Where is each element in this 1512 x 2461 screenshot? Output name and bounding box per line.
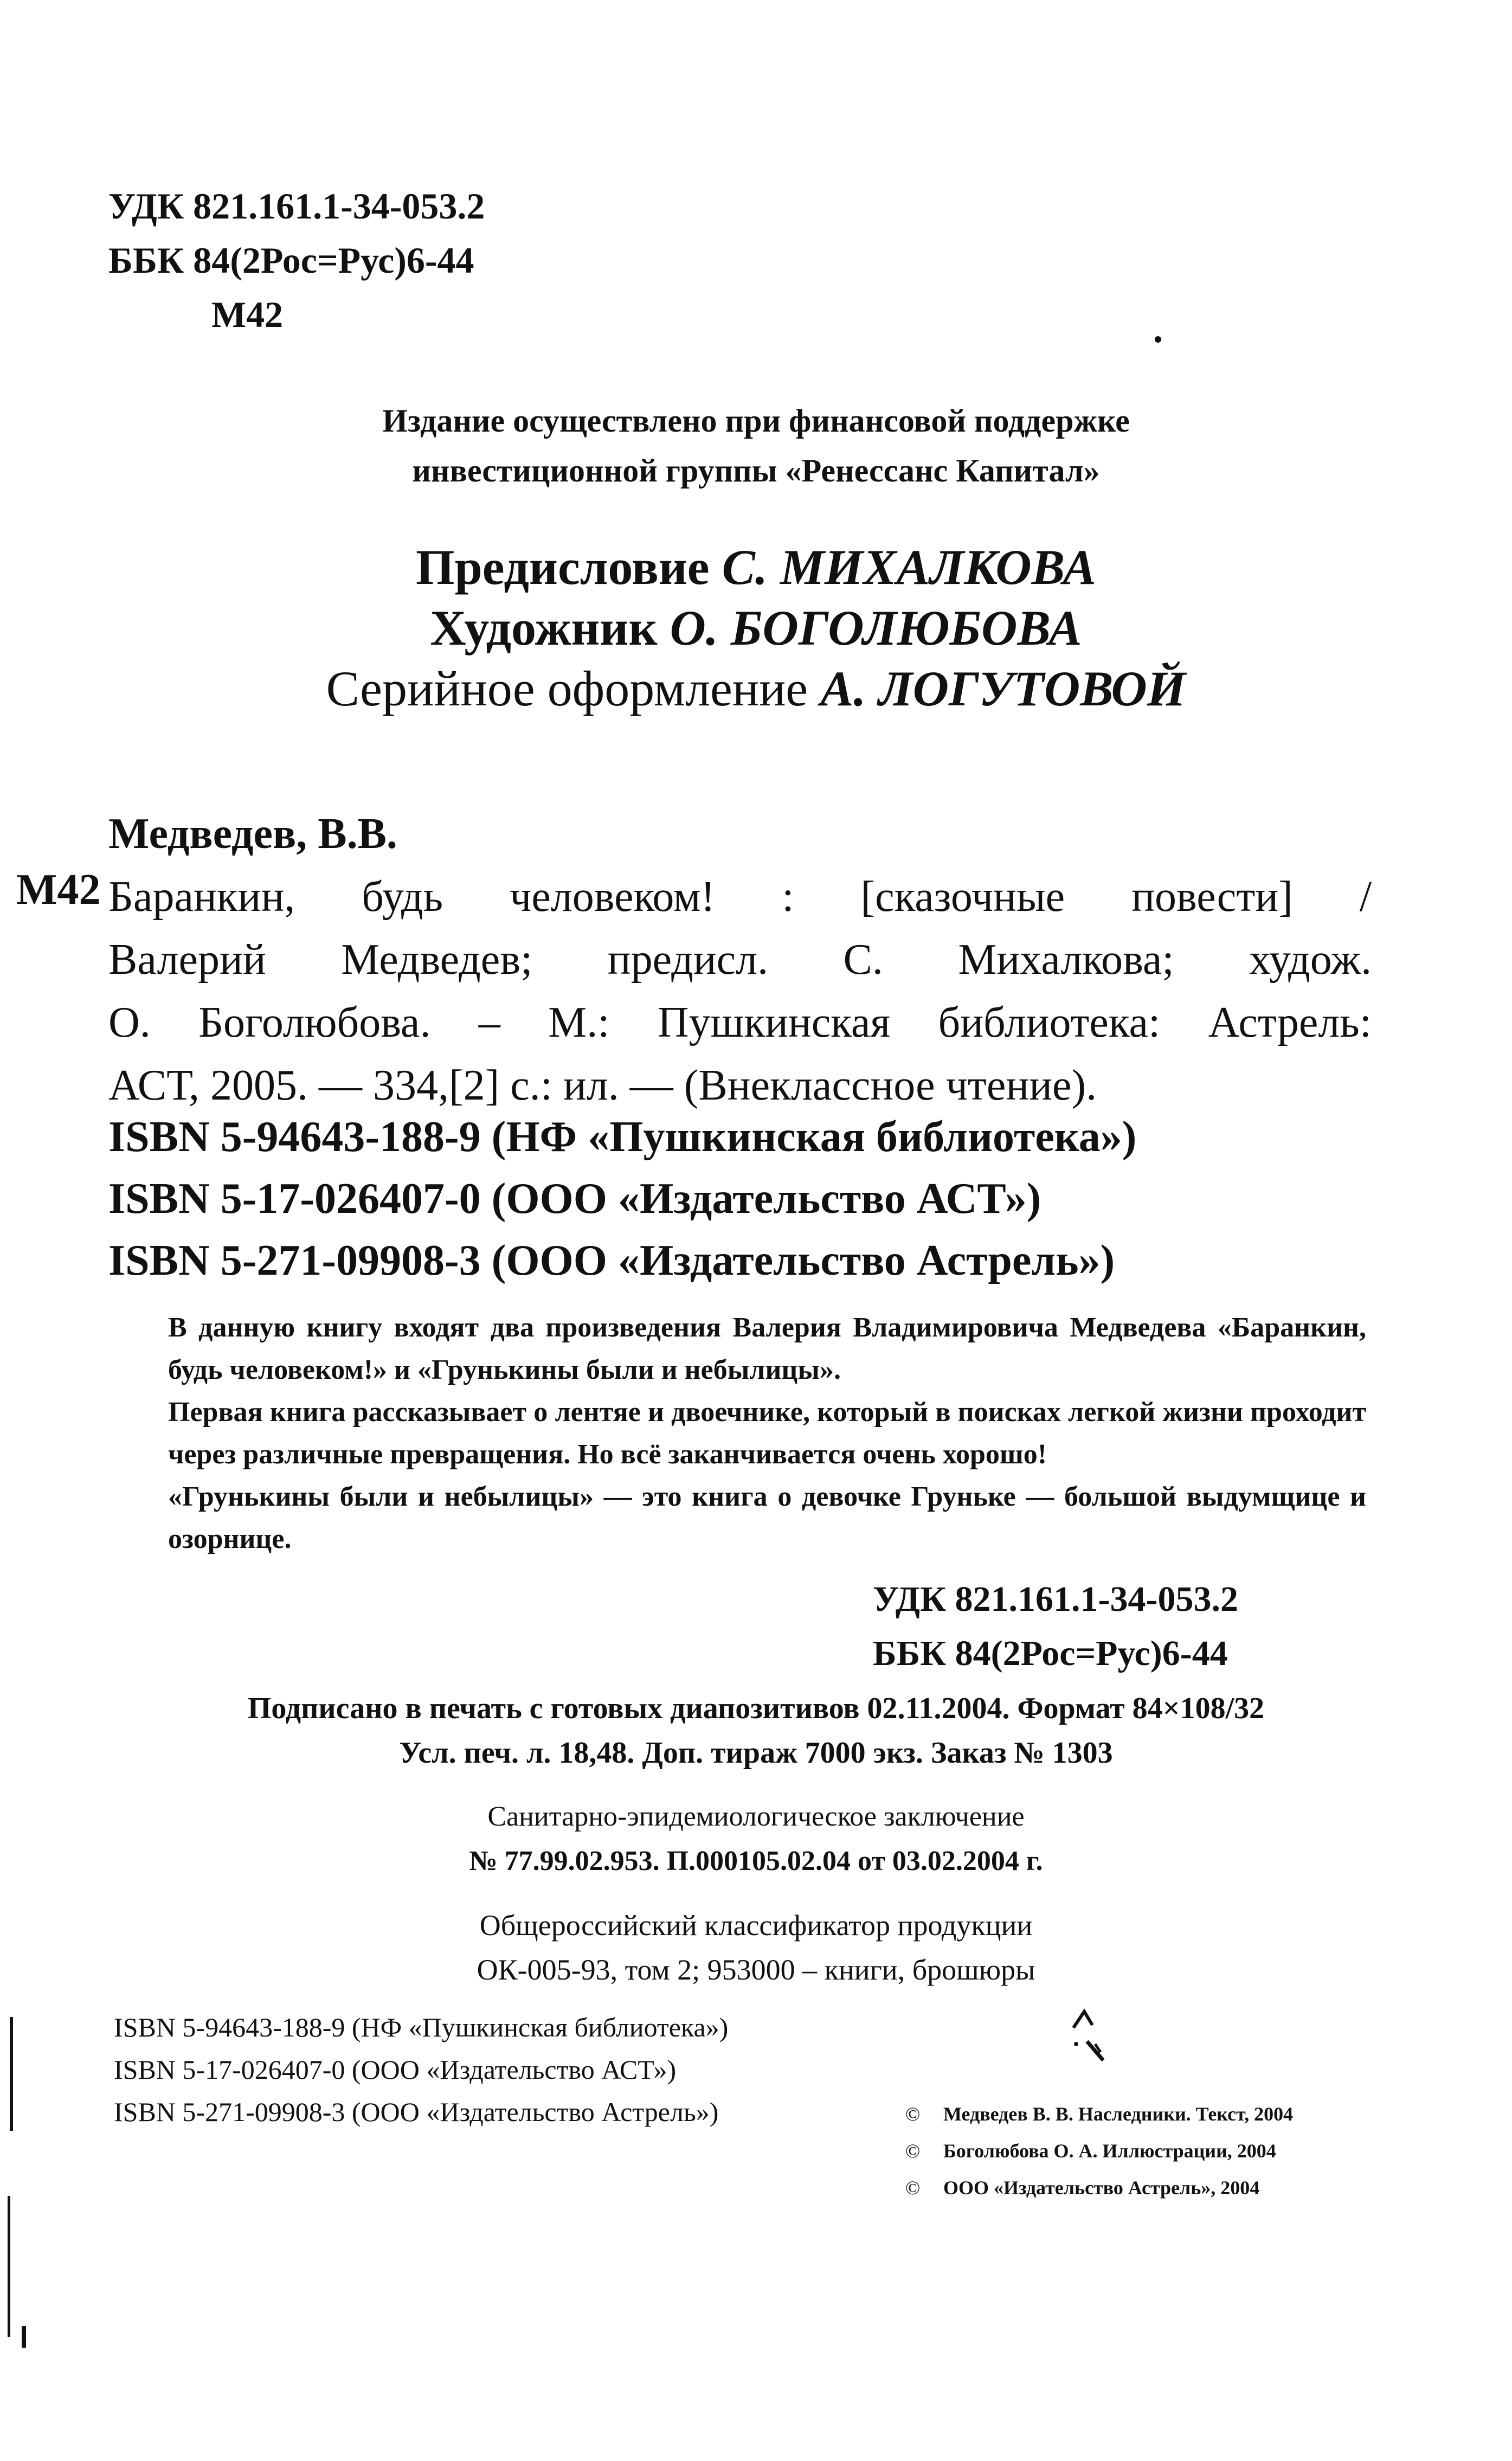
credit-role: Художник: [430, 600, 658, 656]
biblio-line-2: Валерий Медведев; предисл. С. Михалкова; худож.: [108, 936, 1372, 984]
copyright-symbol: ©: [905, 2103, 921, 2125]
biblio-author: Медведев, В.В.: [108, 810, 397, 858]
scan-artifact: [1155, 336, 1161, 343]
biblio-line-4: АСТ, 2005. — 334,[2] с.: ил. — (Внеклассное чтение).: [108, 1062, 1097, 1109]
annotation-paragraph-1: В данную книгу входят два произведения Валерия Владимировича Медведева «Баранкин, будь человеком!» и «Грунькины были и небылицы».: [168, 1312, 1366, 1385]
isbn-line: ISBN 5-17-026407-0 (ООО «Издательство АСТ»): [114, 2054, 677, 2085]
credit-preface: [0, 537, 1512, 597]
copyright-symbol: ©: [905, 2177, 921, 2199]
scan-artifact: [10, 2017, 13, 2131]
isbn-line: ISBN 5-17-026407-0 (ООО «Издательство АСТ»): [108, 1175, 1041, 1223]
udk-code: УДК 821.161.1-34-053.2: [873, 1579, 1238, 1619]
isbn-line: ISBN 5-94643-188-9 (НФ «Пушкинская библиотека»): [114, 2012, 729, 2042]
annotation-paragraph-2: Первая книга рассказывает о лентяе и двоечнике, который в поисках легкой жизни проходит через различные превращения. Но всё заканчивается очень хорошо!: [168, 1397, 1366, 1470]
biblio-line-1: Баранкин, будь человеком! : [сказочные повести] /: [108, 873, 1372, 921]
isbn-line: ISBN 5-94643-188-9 (НФ «Пушкинская библиотека»): [108, 1113, 1137, 1161]
classifier-line-2: ОК-005-93, том 2; 953000 – книги, брошюры: [477, 1954, 1035, 1986]
sanitary-line-2: № 77.99.02.953. П.000105.02.04 от 03.02.2004 г.: [469, 1846, 1043, 1877]
credit-illustrator: [0, 597, 1512, 658]
print-line-1: Подписано в печать с готовых диапозитивов 02.11.2004. Формат 84×108/32: [247, 1692, 1265, 1725]
bbk-code: ББК 84(2Рос=Рус)6-44: [873, 1634, 1228, 1673]
classification-codes-bottom: [873, 1572, 1238, 1681]
annotation-paragraph-3: «Грунькины были и небылицы» — это книга о девочке Груньке — большой выдумщице и озорнице.: [168, 1481, 1366, 1554]
publisher-logo-icon: [1063, 2006, 1111, 2066]
copyright-line: © Медведев В. В. Наследники. Текст, 2004: [943, 2096, 1293, 2132]
bibliographic-record: [108, 802, 1372, 1117]
sponsor-line-2: инвестиционной группы «Ренессанс Капитал»: [412, 453, 1100, 489]
credit-role: Серийное оформление: [326, 661, 808, 716]
isbn-line: ISBN 5-271-09908-3 (ООО «Издательство Астрель»): [108, 1237, 1115, 1284]
biblio-author-mark: М42: [16, 866, 101, 914]
credit-role: Предисловие: [416, 539, 710, 595]
copyright-line: © Боголюбова О. А. Иллюстрации, 2004: [943, 2132, 1293, 2169]
sponsor-line-1: Издание осуществлено при финансовой поддержке: [382, 403, 1130, 439]
copyright-symbol: ©: [905, 2140, 921, 2162]
credits: [0, 537, 1512, 719]
credit-name: С. МИХАЛКОВА: [722, 539, 1096, 595]
author-mark: М42: [211, 294, 284, 335]
copyright-line: © ООО «Издательство Астрель», 2004: [943, 2169, 1293, 2206]
annotation: [168, 1307, 1366, 1560]
copyright-notices: [905, 2096, 1294, 2206]
bbk-code: ББК 84(2Рос=Рус)6-44: [108, 240, 474, 281]
credit-series-design: [0, 658, 1512, 719]
isbn-list-small: [114, 2006, 728, 2133]
scan-artifact: [22, 2326, 26, 2348]
sanitary-line-1: Санитарно-эпидемиологическое заключение: [487, 1801, 1025, 1832]
product-classifier: [0, 1903, 1512, 1992]
sponsorship-note: [0, 396, 1512, 496]
biblio-line-3: О. Боголюбова. – М.: Пушкинская библиотека: Астрель:: [108, 999, 1372, 1046]
credit-name: А. ЛОГУТОВОЙ: [820, 661, 1186, 716]
isbn-line: ISBN 5-271-09908-3 (ООО «Издательство Астрель»): [114, 2097, 719, 2127]
udk-code: УДК 821.161.1-34-053.2: [108, 185, 485, 227]
classification-codes-top: [108, 179, 485, 342]
isbn-list-main: [108, 1106, 1136, 1291]
print-info: [0, 1686, 1512, 1775]
credit-name: О. БОГОЛЮБОВА: [670, 600, 1082, 656]
scan-artifact: [8, 2196, 10, 2337]
print-line-2: Усл. печ. л. 18,48. Доп. тираж 7000 экз. Заказ № 1303: [399, 1736, 1113, 1770]
sanitary-certificate: [0, 1795, 1512, 1884]
classifier-line-1: Общероссийский классификатор продукции: [479, 1909, 1033, 1942]
